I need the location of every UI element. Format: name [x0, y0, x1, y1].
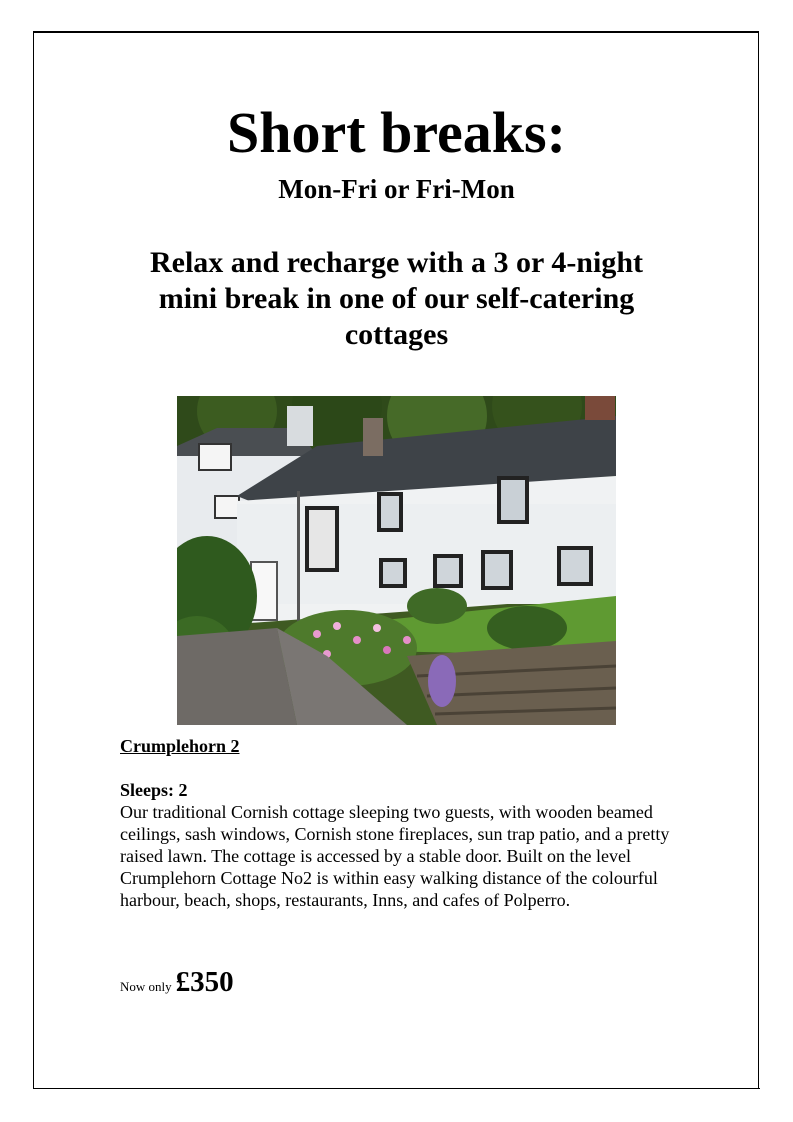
cottage-name: Crumplehorn 2 — [120, 736, 240, 756]
lead-text: Relax and recharge with a 3 or 4-night mini break in one of our self-catering cottages — [149, 246, 644, 351]
cottage-sleeps: Sleeps: 2 — [120, 780, 188, 800]
price-value: £350 — [175, 966, 234, 998]
price-label: Now only — [120, 979, 172, 994]
cottage-photo — [177, 396, 616, 725]
page-border-bottom — [33, 1088, 760, 1089]
page-subtitle: Mon-Fri or Fri-Mon — [278, 174, 515, 204]
price-row — [120, 966, 234, 999]
page-title: Short breaks: — [227, 100, 566, 165]
cottage-description: Our traditional Cornish cottage sleeping two guests, with wooden beamed ceilings, sash windows, Cornish stone fireplaces, sun trap patio, and a pretty raised lawn. The cottage is accessed by a stable door. Built on the level Crumplehorn Cottage No2 is within easy walking distance of the colourful harbour, beach, shops, restaurants, Inns, and cafes of Polperro. — [120, 802, 670, 910]
